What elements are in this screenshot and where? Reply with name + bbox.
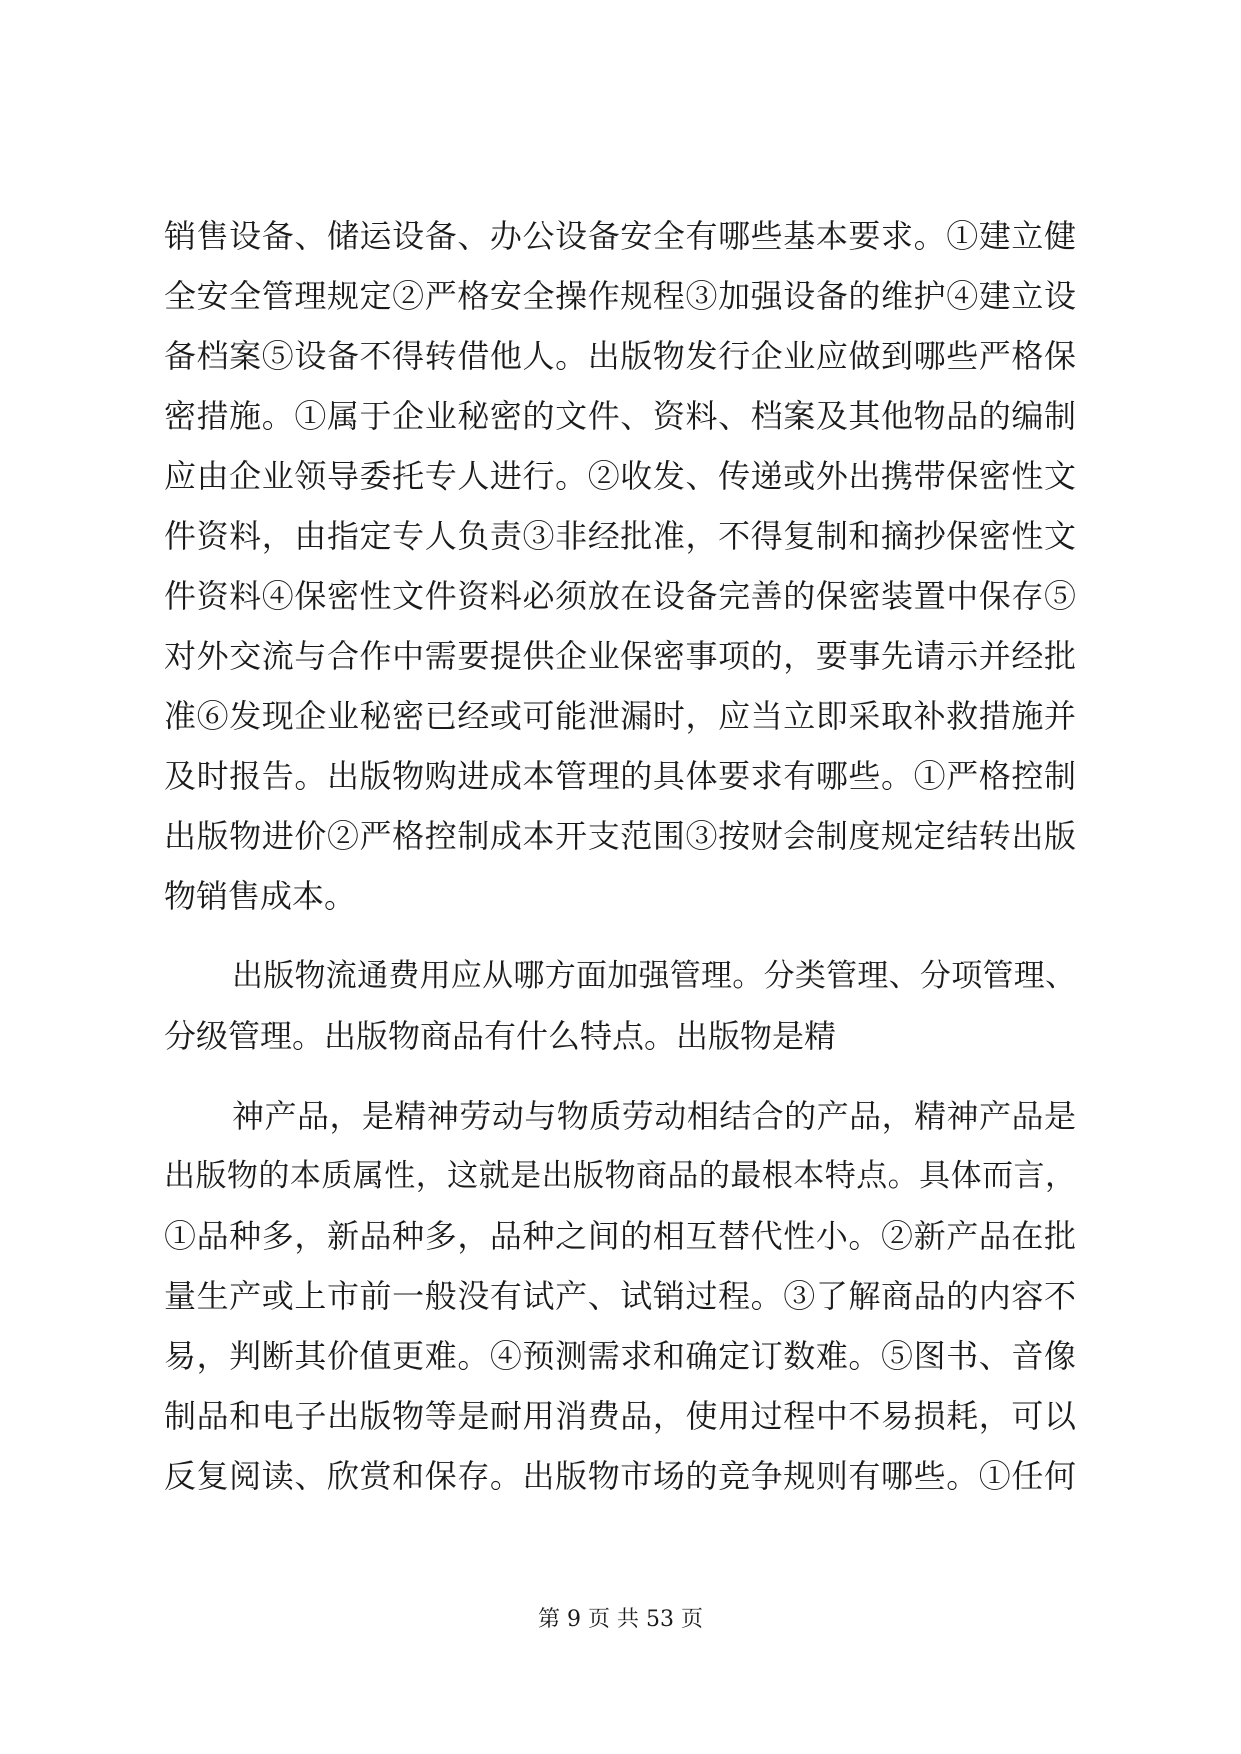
text-line-10: 及时报告。出版物购进成本管理的具体要求有哪些。①严格控制 — [164, 757, 1076, 795]
text-line-18: 量生产或上市前一般没有试产、试销过程。③了解商品的内容不 — [164, 1277, 1076, 1315]
text-line-5: 应由企业领导委托专人进行。②收发、传递或外出携带保密性文 — [164, 457, 1076, 495]
text-line-12: 物销售成本。 — [164, 877, 357, 915]
text-line-17: ①品种多，新品种多，品种之间的相互替代性小。②新产品在批 — [164, 1217, 1076, 1255]
text-line-8: 对外交流与合作中需要提供企业保密事项的，要事先请示并经批 — [164, 637, 1076, 675]
text-line-6: 件资料，由指定专人负责③非经批准，不得复制和摘抄保密性文 — [164, 517, 1076, 555]
text-line-14: 分级管理。出版物商品有什么特点。出版物是精 — [164, 1017, 837, 1055]
text-line-9: 准⑥发现企业秘密已经或可能泄漏时，应当立即采取补救措施并 — [164, 697, 1076, 735]
text-line-3: 备档案⑤设备不得转借他人。出版物发行企业应做到哪些严格保 — [164, 337, 1076, 375]
text-line-19: 易，判断其价值更难。④预测需求和确定订数难。⑤图书、音像 — [164, 1337, 1076, 1375]
text-line-13: 出版物流通费用应从哪方面加强管理。分类管理、分项管理、 — [232, 958, 1076, 994]
text-line-20: 制品和电子出版物等是耐用消费品，使用过程中不易损耗，可以 — [164, 1397, 1076, 1435]
text-line-16: 出版物的本质属性，这就是出版物商品的最根本特点。具体而言， — [164, 1158, 1076, 1194]
text-line-4: 密措施。①属于企业秘密的文件、资料、档案及其他物品的编制 — [164, 397, 1076, 435]
page-number-footer: 第 9 页 共 53 页 — [538, 1607, 703, 1632]
text-line-21: 反复阅读、欣赏和保存。出版物市场的竞争规则有哪些。①任何 — [164, 1457, 1076, 1495]
text-line-15: 神产品，是精神劳动与物质劳动相结合的产品，精神产品是 — [232, 1097, 1076, 1135]
text-line-7: 件资料④保密性文件资料必须放在设备完善的保密装置中保存⑤ — [164, 577, 1076, 615]
text-line-2: 全安全管理规定②严格安全操作规程③加强设备的维护④建立设 — [164, 277, 1076, 315]
text-line-1: 销售设备、储运设备、办公设备安全有哪些基本要求。①建立健 — [164, 217, 1076, 255]
text-line-11: 出版物进价②严格控制成本开支范围③按财会制度规定结转出版 — [164, 817, 1076, 855]
